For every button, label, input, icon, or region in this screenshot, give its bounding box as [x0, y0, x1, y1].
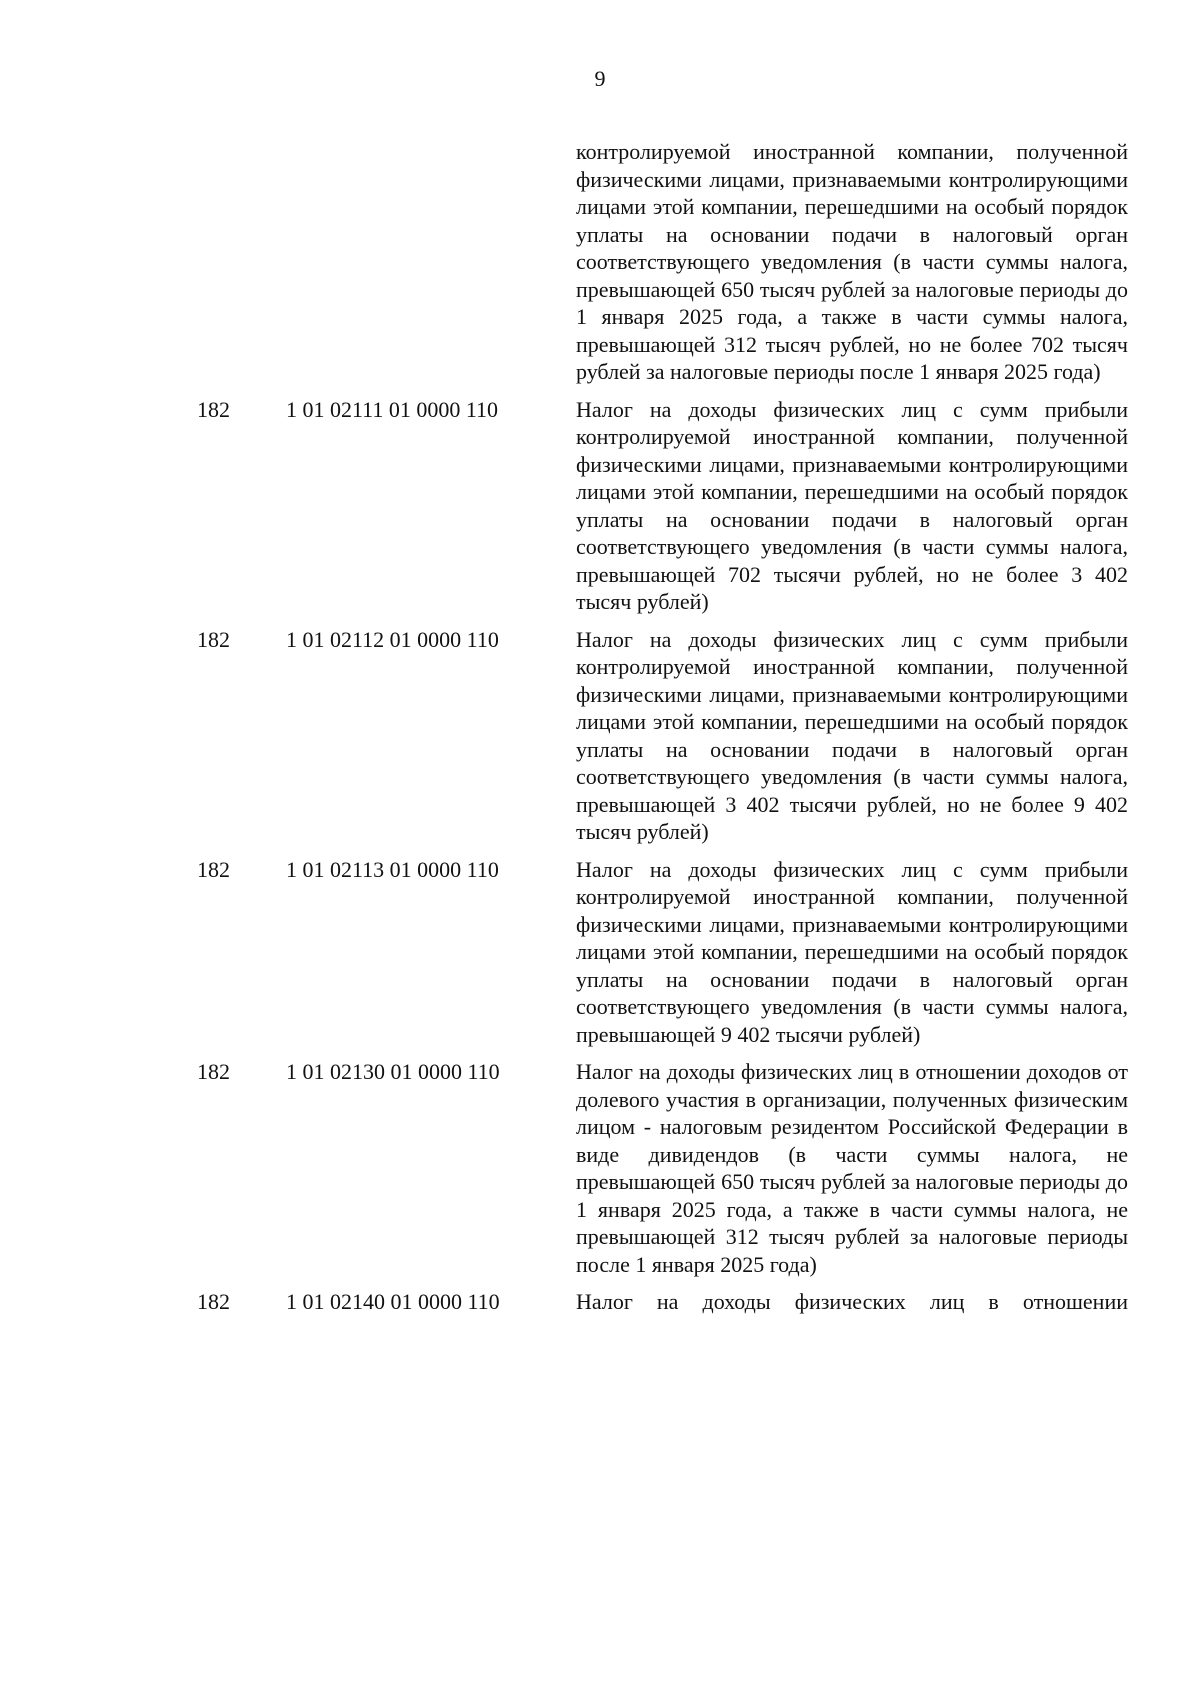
table-row	[0, 396, 1200, 616]
table-row	[0, 1058, 1200, 1278]
revenue-description: Налог на доходы физических лиц с сумм прибыли контролируемой иностранной компании, полученной физическими лицами, признаваемыми контролирующими лицами этой компании, перешедшими на особый порядок уплаты на основании подачи в налоговый орган соответствующего уведомления (в части суммы налога, превышающей 702 тысячи рублей, но не более 3 402 тысяч рублей)	[576, 396, 1128, 614]
budget-classification-code: 1 01 02140 01 0000 110	[286, 1289, 500, 1314]
revenue-description: Налог на доходы физических лиц в отношении	[576, 1289, 1128, 1314]
admin-code: 182	[197, 1059, 230, 1084]
budget-classification-code: 1 01 02130 01 0000 110	[286, 1059, 500, 1084]
revenue-description: Налог на доходы физических лиц с сумм прибыли контролируемой иностранной компании, полученной физическими лицами, признаваемыми контролирующими лицами этой компании, перешедшими на особый порядок уплаты на основании подачи в налоговый орган соответствующего уведомления (в части суммы налога, превышающей 9 402 тысячи рублей)	[576, 856, 1128, 1047]
budget-classification-code: 1 01 02113 01 0000 110	[286, 856, 499, 882]
table-row	[0, 856, 1200, 1049]
admin-code: 182	[197, 626, 230, 652]
admin-code: 182	[197, 1289, 230, 1314]
table-row	[0, 626, 1200, 846]
revenue-description: Налог на доходы физических лиц с сумм прибыли контролируемой иностранной компании, полученной физическими лицами, признаваемыми контролирующими лицами этой компании, перешедшими на особый порядок уплаты на основании подачи в налоговый орган соответствующего уведомления (в части суммы налога, превышающей 3 402 тысячи рублей, но не более 9 402 тысяч рублей)	[576, 626, 1128, 844]
admin-code: 182	[197, 396, 230, 422]
revenue-description: Налог на доходы физических лиц в отношении доходов от долевого участия в организации, полученных физическим лицом - налоговым резидентом Российской Федерации в виде дивидендов (в части суммы налога, не превышающей 650 тысяч рублей за налоговые периоды до 1 января 2025 года, а также в части суммы налога, не превышающей 312 тысяч рублей за налоговые периоды после 1 января 2025 года)	[576, 1059, 1128, 1277]
revenue-code-table	[0, 138, 1200, 1316]
budget-classification-code: 1 01 02111 01 0000 110	[286, 396, 499, 422]
revenue-description: контролируемой иностранной компании, полученной физическими лицами, признаваемыми контролирующими лицами этой компании, перешедшими на особый порядок уплаты на основании подачи в налоговый орган соответствующего уведомления (в части суммы налога, превышающей 650 тысяч рублей за налоговые периоды до 1 января 2025 года, а также в части суммы налога, превышающей 312 тысяч рублей, но не более 702 тысяч рублей за налоговые периоды после 1 января 2025 года)	[576, 139, 1128, 384]
page-number: 9	[594, 66, 606, 91]
table-row	[0, 1288, 1200, 1316]
budget-classification-code: 1 01 02112 01 0000 110	[286, 626, 499, 652]
table-row	[0, 138, 1200, 386]
admin-code: 182	[197, 856, 230, 882]
